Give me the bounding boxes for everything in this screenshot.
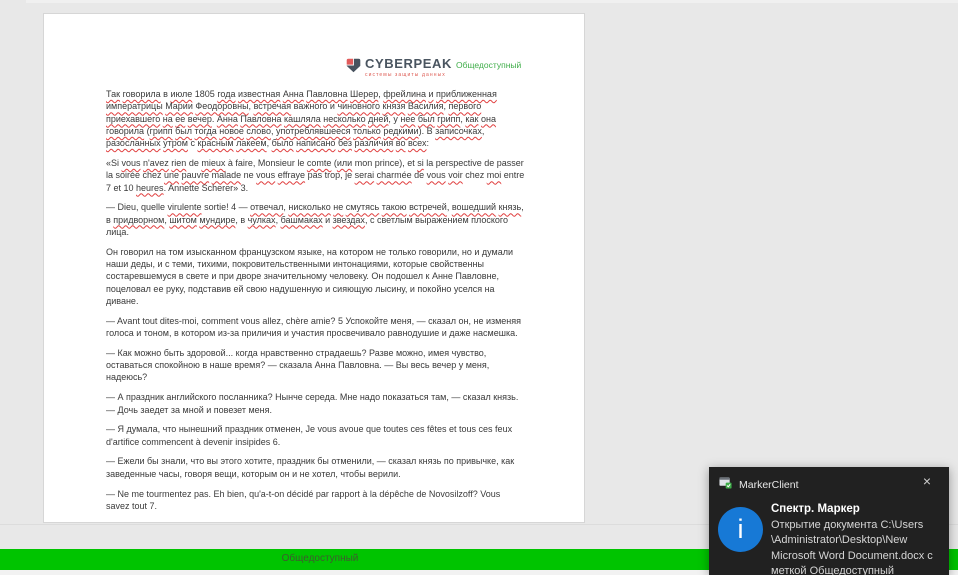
paragraph: — Как можно быть здоровой... когда нравственно страдаешь? Разве можно, имея чувство, оставаться спокойною в наше время? — сказала Анна Павловна. — Вы весь вечер у меня, надеюсь? xyxy=(106,347,490,383)
paragraph: — Ежели бы знали, что вы этого хотите, праздник бы отменили, — сказал князь по привычке, как заведенные часы, говоря вещи, которым он и не хотел, чтобы верили. xyxy=(106,456,515,479)
status-bar-label: Общедоступный xyxy=(281,553,359,564)
paragraph: Так говорила в июле 1805 года известная Анна Павловна Шерер, фрейлина и приближенная императрицы Марии Феодоровны, встречая важного и чиновного князя Василия, первого приехавшего на ее вечер. Анна Павловна кашляла несколько дней, у нее был грипп, как она говорила (грипп был тогда новое слово, употреблявшееся только редкими). В записочках, разосланных утром с красным лакеем, было написано без различия во всех: xyxy=(106,89,497,149)
paragraph: — А праздник английского посланника? Нынче середа. Мне надо показаться там, — сказал князь. — Дочь заедет за мной и повезет меня. xyxy=(106,392,519,415)
document-text[interactable] xyxy=(106,88,526,520)
notification-app-name: MarkerClient xyxy=(739,479,799,491)
paragraph: — Я думала, что нынешний праздник отменен, Je vous avoue que toutes ces fêtes et tous ces feux d'artifice commencent à devenir insipides 6. xyxy=(106,424,513,447)
info-icon: i xyxy=(718,507,763,552)
notification-header xyxy=(709,467,949,494)
notification-body: Открытие документа C:\Users \Administrator\Desktop\New Microsoft Word Document.docx с меткой Общедоступный xyxy=(771,519,933,575)
notification-title: Спектр. Маркер xyxy=(771,503,860,515)
document-classification-label: Общедоступный xyxy=(456,60,522,70)
notification-content xyxy=(709,494,949,575)
paragraph: Он говорил на том изысканном французском языке, на котором не только говорили, но и думали наши деды, и с теми, тихими, покровительственными интонациями, которые свойственны состаревшемуся в свете и при дворе значительному человеку. Он подошел к Анне Павловне, поцеловал ее руку, подставив ей свою надушенную и сияющую лысину, и покойно уселся на диване. xyxy=(106,246,513,306)
brand-tagline: системы защиты данных xyxy=(365,71,446,78)
notification-toast[interactable] xyxy=(709,467,949,575)
notification-close-button[interactable]: × xyxy=(922,473,931,489)
markerclient-app-icon xyxy=(719,476,732,494)
window-top-edge xyxy=(26,0,958,3)
paragraph: — Ne me tourmentez pas. Eh bien, qu'a-t-on décidé par rapport à la dépêche de Novosilzoff? Vous savez tout 7. xyxy=(106,488,501,511)
paragraph: «Si vous n'avez rien de mieux à faire, Monsieur le comte (или mon prince), et si la perspective de passer la soirée chez une pauvre malade ne vous effraye pas trop, je serai charmée de vous voir chez moi entre 7 et 10 heures. Annette Scherer» 3. xyxy=(106,157,525,193)
cyberpeak-shield-icon xyxy=(345,57,362,79)
brand-name: CYBERPEAK xyxy=(365,56,453,71)
paragraph: — Avant tout dites-moi, comment vous allez, chère amie? 5 Успокойте меня, — сказал он, не изменяя голоса и тоном, в котором из-за приличия и участия просвечивало равнодушие и даже насмешка. xyxy=(106,315,522,339)
paragraph: — Dieu, quelle virulente sortie! 4 — отвечал, нисколько не смутясь такою встречей, вошедший князь, в придворном, шитом мундире, в чулках, башмаках и звездах, с светлым выражением плоского лица. xyxy=(106,202,524,237)
cyberpeak-logo xyxy=(345,57,452,79)
document-page xyxy=(43,13,585,523)
